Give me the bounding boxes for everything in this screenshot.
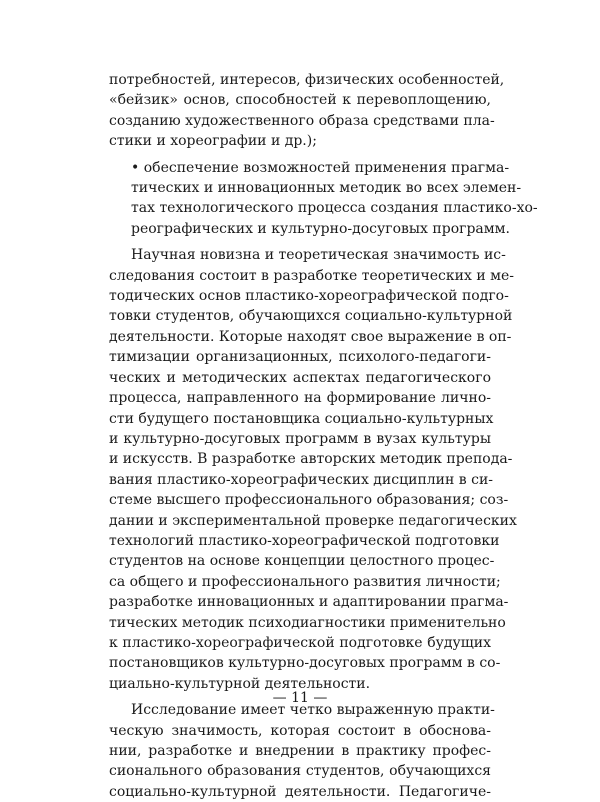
text-line: к пластико-хореографической подготовке будущих <box>109 634 491 651</box>
text-line: разработке инновационных и адаптировании прагма- <box>109 594 509 611</box>
text-line: Научная новизна и теоретическая значимость ис- <box>131 247 506 264</box>
text-line: стики и хореографии и др.); <box>109 133 317 150</box>
text-line: технологий пластико-хореографической подготовки <box>109 532 500 549</box>
text-line: ческую значимость, которая состоит в обоснова- <box>109 722 491 739</box>
text-line: и искусств. В разработке авторских методик препода- <box>109 451 513 468</box>
text-line: реографических и культурно-досуговых программ. <box>131 220 510 237</box>
text-line: тах технологического процесса создания пластико-хо- <box>131 200 538 217</box>
text-line: тимизации организационных, психолого-педагоги- <box>109 349 491 366</box>
text-line: товки студентов, обучающихся социально-культурной <box>109 308 513 325</box>
text-line: постановщиков культурно-досуговых программ в со- <box>109 655 501 672</box>
text-line: дании и экспериментальной проверке педагогических <box>109 512 517 529</box>
bullet-line: • обеспечение возможностей применения прагма- <box>131 159 510 176</box>
text-line: и культурно-досуговых программ в вузах культуры <box>109 430 491 447</box>
text-line: нии, разработке и внедрении в практику профес- <box>109 743 491 759</box>
text-line: «бейзик» основ, способностей к перевоплощению, <box>109 92 491 109</box>
text-line: сионального образования студентов, обучающихся <box>109 763 491 780</box>
text-line: тических и инновационных методик во всех элемен- <box>131 180 522 197</box>
text-line: процесса, направленного на формирование лично- <box>109 390 491 407</box>
text-line: сти будущего постановщика социально-культурных <box>109 410 494 427</box>
text-line: Исследование имеет четко выраженную практи- <box>131 702 495 719</box>
page-number: — 11 — <box>272 690 328 706</box>
text-line: студентов на основе концепции целостного процес- <box>109 553 495 570</box>
text-line: тодических основ пластико-хореографической подго- <box>109 288 509 305</box>
text-line: социально-культурной деятельности. Педагогиче- <box>109 783 491 800</box>
text-line: ческих и методических аспектах педагогического <box>109 369 491 386</box>
text-line: созданию художественного образа средствами пла- <box>109 112 495 129</box>
text-line: потребностей, интересов, физических особенностей, <box>109 72 505 88</box>
text-line: са общего и профессионального развития личности; <box>109 573 501 590</box>
text-line: деятельности. Которые находят свое выражение в оп- <box>109 328 512 345</box>
text-line: стеме высшего профессионального образования; соз- <box>109 492 509 509</box>
text-line: тических методик психодиагностики применительно <box>109 614 506 631</box>
text-line: циально-культурной деятельности. <box>109 675 371 692</box>
text-line: вания пластико-хореографических дисциплин в си- <box>109 471 494 488</box>
text-line: следования состоит в разработке теоретических и ме- <box>109 267 515 284</box>
